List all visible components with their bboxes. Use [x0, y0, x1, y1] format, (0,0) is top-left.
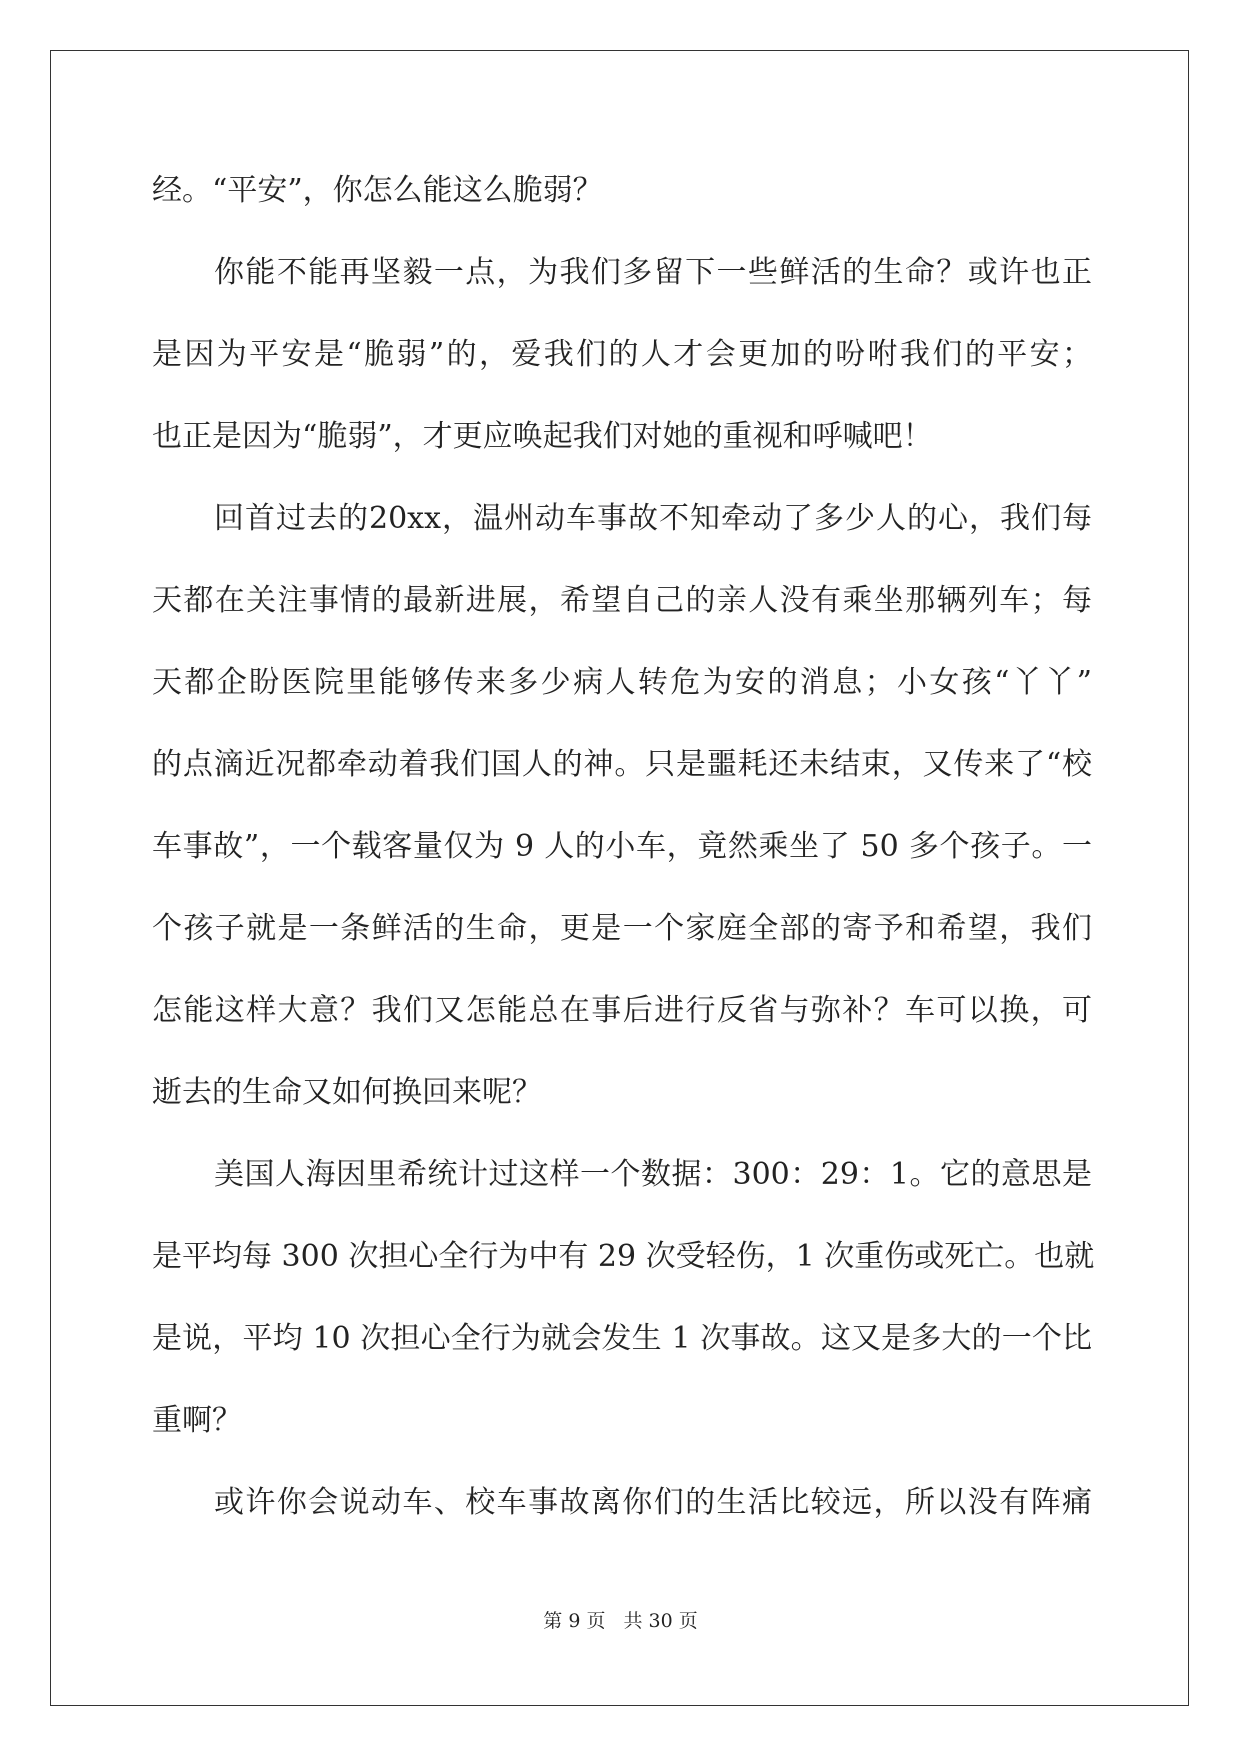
text-line: 是平均每 300 次担心全行为中有 29 次受轻伤，1 次重伤或死亡。也就	[152, 1239, 1095, 1274]
text-line: 逝去的生命又如何换回来呢？	[152, 1075, 542, 1110]
text-line: 车事故”，一个载客量仅为 9 人的小车，竟然乘坐了 50 多个孩子。一	[152, 829, 1092, 864]
text-line: 也正是因为“脆弱”，才更应唤起我们对她的重视和呼喊吧！	[152, 419, 933, 454]
text-line: 怎能这样大意？我们又怎能总在事后进行反省与弥补？车可以换，可	[152, 993, 1092, 1028]
text-line: 经。“平安”，你怎么能这么脆弱？	[152, 173, 603, 208]
text-line: 你能不能再坚毅一点，为我们多留下一些鲜活的生命？或许也正	[214, 255, 1092, 290]
text-line: 美国人海因里希统计过这样一个数据：300：29：1。它的意思是	[214, 1157, 1092, 1192]
text-line: 或许你会说动车、校车事故离你们的生活比较远，所以没有阵痛	[214, 1485, 1092, 1520]
text-line: 天都企盼医院里能够传来多少病人转危为安的消息；小女孩“丫丫”	[152, 665, 1092, 700]
text-line: 回首过去的20xx，温州动车事故不知牵动了多少人的心，我们每	[214, 501, 1092, 536]
text-line: 个孩子就是一条鲜活的生命，更是一个家庭全部的寄予和希望，我们	[152, 911, 1092, 946]
page-number: 第 9 页	[543, 1610, 606, 1632]
text-line: 重啊？	[152, 1403, 242, 1438]
document-body	[152, 156, 1095, 1550]
text-line: 是因为平安是“脆弱”的，爱我们的人才会更加的吩咐我们的平安；	[152, 337, 1092, 372]
text-line: 是说，平均 10 次担心全行为就会发生 1 次事故。这又是多大的一个比	[152, 1321, 1092, 1356]
text-line: 天都在关注事情的最新进展，希望自己的亲人没有乘坐那辆列车；每	[152, 583, 1092, 618]
page-total: 共 30 页	[623, 1610, 698, 1632]
text-line: 的点滴近况都牵动着我们国人的神。只是噩耗还未结束，又传来了“校	[152, 747, 1092, 782]
page-footer	[0, 1606, 1241, 1633]
